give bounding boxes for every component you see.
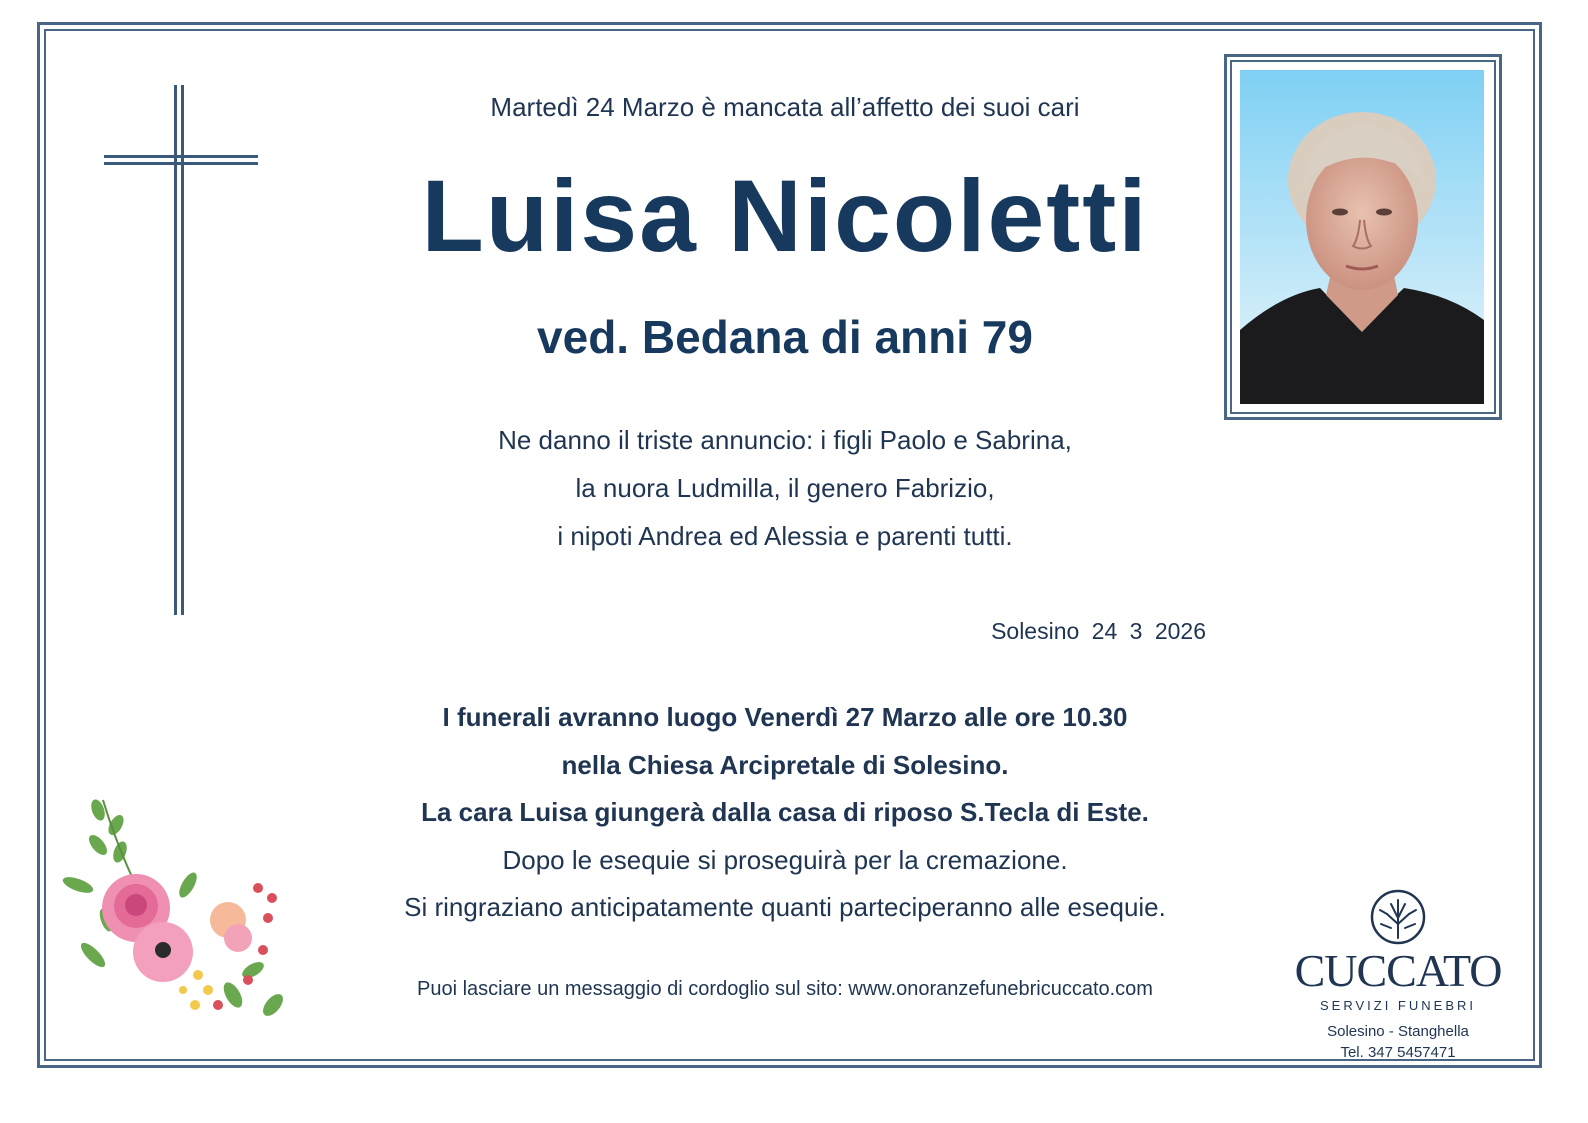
announce-line: i nipoti Andrea ed Alessia e parenti tutti. [557, 521, 1013, 551]
deceased-name: Luisa Nicoletti [421, 159, 1149, 273]
funeral-info [280, 694, 1290, 932]
company-logo [1270, 888, 1526, 1061]
flower-bouquet-icon [58, 790, 303, 1030]
tree-logo-icon [1369, 888, 1427, 946]
announce-line: la nuora Ludmilla, il genero Fabrizio, [575, 473, 995, 503]
company-subtitle: SERVIZI FUNEBRI [1319, 998, 1476, 1013]
funeral-line: Si ringraziano anticipatamente quanti parteciperanno alle esequie. [404, 892, 1166, 922]
announce-line: Ne danno il triste annuncio: i figli Paolo e Sabrina, [498, 425, 1072, 455]
condolence-message: Puoi lasciare un messaggio di cordoglio sul sito: www.onoranzefunebricuccato.com [417, 978, 1153, 1000]
place-date: Solesino 24 3 2026 [991, 618, 1206, 644]
company-phone: Tel. 347 5457471 [1340, 1044, 1456, 1061]
funeral-line: La cara Luisa giungerà dalla casa di riposo S.Tecla di Este. [421, 797, 1149, 827]
company-name: CUCCATO [1294, 945, 1502, 996]
funeral-line: nella Chiesa Arcipretale di Solesino. [561, 749, 1009, 780]
funeral-line: I funerali avranno luogo Venerdì 27 Marzo alle ore 10.30 [442, 702, 1128, 732]
deceased-subtitle: ved. Bedana di anni 79 [537, 311, 1033, 363]
portrait-photo [1240, 70, 1484, 404]
announcement [280, 416, 1290, 560]
cross-icon [100, 85, 262, 620]
company-location: Solesino - Stanghella [1327, 1023, 1469, 1040]
intro-line: Martedì 24 Marzo è mancata all’affetto dei suoi cari [490, 92, 1080, 122]
funeral-line: Dopo le esequie si proseguirà per la cremazione. [502, 844, 1068, 875]
